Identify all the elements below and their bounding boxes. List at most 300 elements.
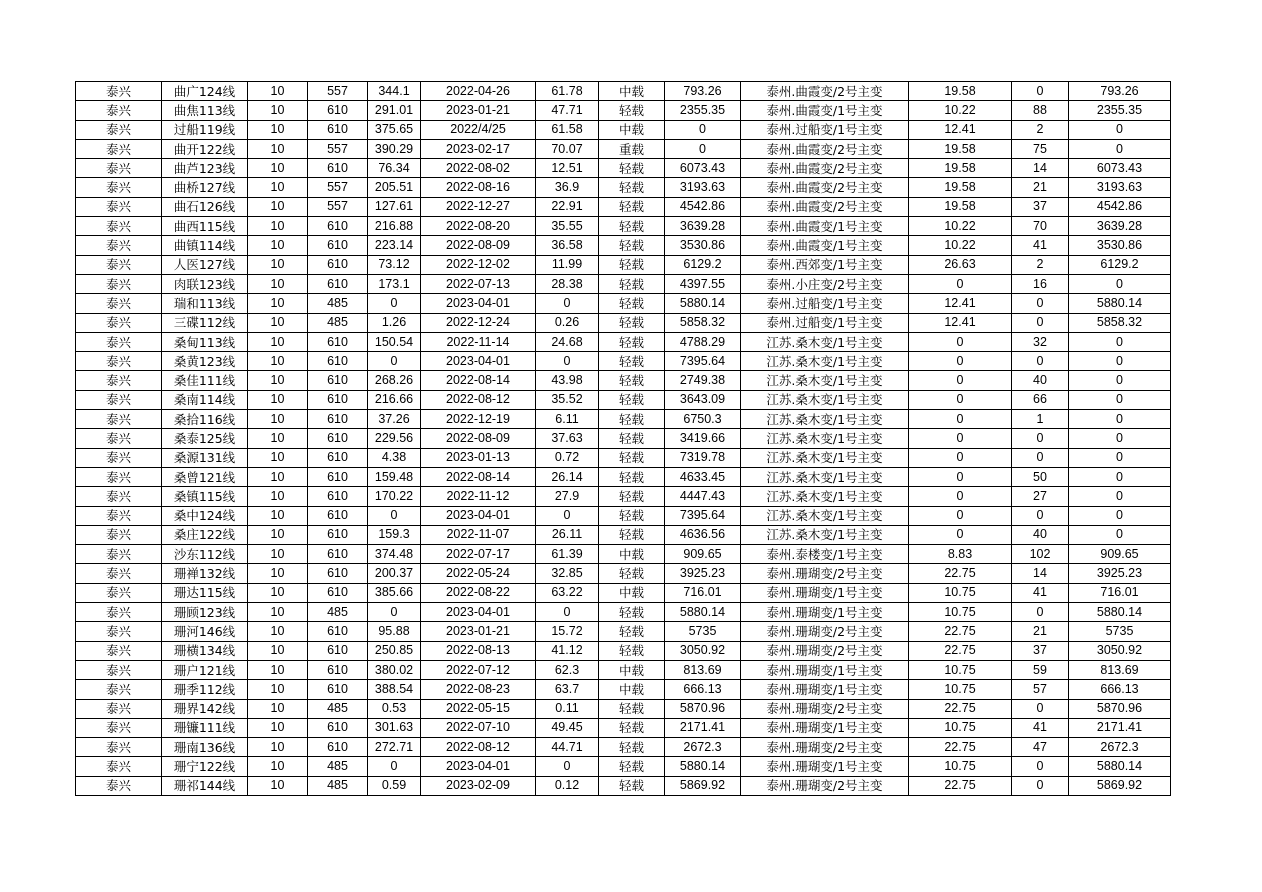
transformer-load-cell: 10.75 (909, 603, 1012, 622)
transformer-cell: 泰州.珊瑚变/1号主变 (741, 680, 909, 699)
transformer-load-cell: 10.75 (909, 583, 1012, 602)
max-load-cell: 159.3 (368, 525, 421, 544)
available-capacity-cell: 5870.96 (665, 699, 741, 718)
transformer-load-cell: 22.75 (909, 641, 1012, 660)
date-cell: 2022-08-09 (421, 236, 536, 255)
capacity-cell: 557 (308, 178, 368, 197)
transformer-load-cell: 10.22 (909, 236, 1012, 255)
table-row (76, 776, 1171, 795)
load-rate-cell: 35.55 (536, 217, 599, 236)
transformer-load-cell: 0 (909, 525, 1012, 544)
line-name-cell: 桑泰125线 (162, 429, 248, 448)
spare-capacity-cell: 5880.14 (1069, 757, 1171, 776)
transformer-cell: 泰州.西郊变/1号主变 (741, 255, 909, 274)
table-row (76, 217, 1171, 236)
voltage-cell: 10 (248, 390, 308, 409)
voltage-cell: 10 (248, 410, 308, 429)
max-load-cell: 374.48 (368, 545, 421, 564)
max-load-cell: 0 (368, 603, 421, 622)
date-cell: 2022-05-24 (421, 564, 536, 583)
user-count-cell: 14 (1012, 159, 1069, 178)
load-rate-cell: 0 (536, 757, 599, 776)
max-load-cell: 95.88 (368, 622, 421, 641)
transformer-load-cell: 10.75 (909, 680, 1012, 699)
date-cell: 2023-04-01 (421, 352, 536, 371)
max-load-cell: 250.85 (368, 641, 421, 660)
available-capacity-cell: 6073.43 (665, 159, 741, 178)
transformer-cell: 泰州.曲霞变/1号主变 (741, 217, 909, 236)
load-status-cell: 轻载 (599, 429, 665, 448)
voltage-cell: 10 (248, 525, 308, 544)
available-capacity-cell: 4447.43 (665, 487, 741, 506)
user-count-cell: 41 (1012, 718, 1069, 737)
load-status-cell: 重载 (599, 139, 665, 158)
line-name-cell: 珊镰111线 (162, 718, 248, 737)
spare-capacity-cell: 5880.14 (1069, 603, 1171, 622)
transformer-load-cell: 19.58 (909, 159, 1012, 178)
transformer-load-cell: 0 (909, 332, 1012, 351)
available-capacity-cell: 6750.3 (665, 410, 741, 429)
available-capacity-cell: 3925.23 (665, 564, 741, 583)
voltage-cell: 10 (248, 583, 308, 602)
available-capacity-cell: 2355.35 (665, 101, 741, 120)
spare-capacity-cell: 3050.92 (1069, 641, 1171, 660)
transformer-load-cell: 22.75 (909, 738, 1012, 757)
county-cell: 泰兴 (76, 294, 162, 313)
available-capacity-cell: 3193.63 (665, 178, 741, 197)
available-capacity-cell: 3639.28 (665, 217, 741, 236)
capacity-cell: 610 (308, 448, 368, 467)
transformer-cell: 江苏.桑木变/1号主变 (741, 410, 909, 429)
spare-capacity-cell: 5880.14 (1069, 294, 1171, 313)
date-cell: 2022-12-24 (421, 313, 536, 332)
load-status-cell: 轻载 (599, 564, 665, 583)
available-capacity-cell: 3530.86 (665, 236, 741, 255)
load-status-cell: 轻载 (599, 332, 665, 351)
voltage-cell: 10 (248, 371, 308, 390)
spare-capacity-cell: 2672.3 (1069, 738, 1171, 757)
line-name-cell: 珊横134线 (162, 641, 248, 660)
user-count-cell: 0 (1012, 699, 1069, 718)
load-status-cell: 轻载 (599, 217, 665, 236)
transformer-cell: 泰州.曲霞变/2号主变 (741, 139, 909, 158)
line-name-cell: 桑南114线 (162, 390, 248, 409)
spare-capacity-cell: 0 (1069, 274, 1171, 293)
line-name-cell: 桑甸113线 (162, 332, 248, 351)
date-cell: 2022-11-14 (421, 332, 536, 351)
county-cell: 泰兴 (76, 448, 162, 467)
load-status-cell: 轻载 (599, 738, 665, 757)
date-cell: 2023-04-01 (421, 603, 536, 622)
capacity-cell: 610 (308, 467, 368, 486)
available-capacity-cell: 4788.29 (665, 332, 741, 351)
date-cell: 2023-01-21 (421, 101, 536, 120)
capacity-cell: 485 (308, 603, 368, 622)
load-status-cell: 轻载 (599, 178, 665, 197)
line-name-cell: 曲西115线 (162, 217, 248, 236)
county-cell: 泰兴 (76, 82, 162, 101)
available-capacity-cell: 7395.64 (665, 506, 741, 525)
county-cell: 泰兴 (76, 583, 162, 602)
load-status-cell: 轻载 (599, 776, 665, 795)
line-name-cell: 曲广124线 (162, 82, 248, 101)
max-load-cell: 223.14 (368, 236, 421, 255)
load-status-cell: 中载 (599, 583, 665, 602)
load-rate-cell: 61.39 (536, 545, 599, 564)
table-row (76, 120, 1171, 139)
load-status-cell: 中载 (599, 82, 665, 101)
load-rate-cell: 61.78 (536, 82, 599, 101)
available-capacity-cell: 2672.3 (665, 738, 741, 757)
max-load-cell: 0 (368, 757, 421, 776)
table-row (76, 139, 1171, 158)
table-row (76, 738, 1171, 757)
table-row (76, 525, 1171, 544)
transformer-cell: 泰州.曲霞变/2号主变 (741, 178, 909, 197)
line-name-cell: 珊顾123线 (162, 603, 248, 622)
load-status-cell: 轻载 (599, 506, 665, 525)
user-count-cell: 57 (1012, 680, 1069, 699)
spare-capacity-cell: 0 (1069, 429, 1171, 448)
transformer-cell: 江苏.桑木变/1号主变 (741, 390, 909, 409)
load-rate-cell: 63.22 (536, 583, 599, 602)
capacity-cell: 610 (308, 583, 368, 602)
max-load-cell: 73.12 (368, 255, 421, 274)
voltage-cell: 10 (248, 660, 308, 679)
available-capacity-cell: 3643.09 (665, 390, 741, 409)
voltage-cell: 10 (248, 82, 308, 101)
max-load-cell: 205.51 (368, 178, 421, 197)
table-row (76, 448, 1171, 467)
date-cell: 2022-11-07 (421, 525, 536, 544)
user-count-cell: 0 (1012, 603, 1069, 622)
capacity-cell: 610 (308, 525, 368, 544)
voltage-cell: 10 (248, 217, 308, 236)
max-load-cell: 173.1 (368, 274, 421, 293)
line-name-cell: 曲石126线 (162, 197, 248, 216)
user-count-cell: 40 (1012, 525, 1069, 544)
line-name-cell: 肉联123线 (162, 274, 248, 293)
available-capacity-cell: 0 (665, 120, 741, 139)
table-row (76, 313, 1171, 332)
user-count-cell: 0 (1012, 82, 1069, 101)
date-cell: 2022-07-13 (421, 274, 536, 293)
load-status-cell: 轻载 (599, 236, 665, 255)
line-name-cell: 曲焦113线 (162, 101, 248, 120)
county-cell: 泰兴 (76, 622, 162, 641)
transformer-cell: 泰州.泰楼变/1号主变 (741, 545, 909, 564)
table-row (76, 294, 1171, 313)
transformer-cell: 泰州.珊瑚变/2号主变 (741, 564, 909, 583)
county-cell: 泰兴 (76, 139, 162, 158)
date-cell: 2022-07-12 (421, 660, 536, 679)
capacity-cell: 610 (308, 390, 368, 409)
load-status-cell: 轻载 (599, 467, 665, 486)
load-rate-cell: 11.99 (536, 255, 599, 274)
load-rate-cell: 61.58 (536, 120, 599, 139)
capacity-cell: 610 (308, 718, 368, 737)
max-load-cell: 301.63 (368, 718, 421, 737)
user-count-cell: 0 (1012, 352, 1069, 371)
capacity-cell: 610 (308, 641, 368, 660)
transformer-cell: 泰州.珊瑚变/2号主变 (741, 776, 909, 795)
transformer-load-cell: 10.75 (909, 660, 1012, 679)
county-cell: 泰兴 (76, 776, 162, 795)
table-row (76, 564, 1171, 583)
transformer-load-cell: 0 (909, 429, 1012, 448)
available-capacity-cell: 5858.32 (665, 313, 741, 332)
date-cell: 2023-01-13 (421, 448, 536, 467)
table-row (76, 352, 1171, 371)
county-cell: 泰兴 (76, 236, 162, 255)
capacity-cell: 485 (308, 776, 368, 795)
load-status-cell: 中载 (599, 545, 665, 564)
load-status-cell: 轻载 (599, 410, 665, 429)
load-status-cell: 轻载 (599, 622, 665, 641)
spare-capacity-cell: 3639.28 (1069, 217, 1171, 236)
user-count-cell: 0 (1012, 506, 1069, 525)
transformer-cell: 泰州.珊瑚变/1号主变 (741, 660, 909, 679)
line-name-cell: 过船119线 (162, 120, 248, 139)
user-count-cell: 21 (1012, 178, 1069, 197)
transformer-load-cell: 0 (909, 487, 1012, 506)
line-name-cell: 桑中124线 (162, 506, 248, 525)
user-count-cell: 0 (1012, 313, 1069, 332)
line-name-cell: 三碟112线 (162, 313, 248, 332)
load-rate-cell: 0 (536, 603, 599, 622)
transformer-load-cell: 12.41 (909, 313, 1012, 332)
county-cell: 泰兴 (76, 487, 162, 506)
date-cell: 2023-04-01 (421, 506, 536, 525)
table-row (76, 641, 1171, 660)
user-count-cell: 0 (1012, 757, 1069, 776)
load-rate-cell: 0 (536, 352, 599, 371)
line-name-cell: 人医127线 (162, 255, 248, 274)
load-rate-cell: 36.58 (536, 236, 599, 255)
available-capacity-cell: 4542.86 (665, 197, 741, 216)
load-status-cell: 轻载 (599, 699, 665, 718)
capacity-cell: 485 (308, 294, 368, 313)
transformer-cell: 泰州.珊瑚变/1号主变 (741, 603, 909, 622)
user-count-cell: 37 (1012, 197, 1069, 216)
line-name-cell: 珊祁144线 (162, 776, 248, 795)
available-capacity-cell: 666.13 (665, 680, 741, 699)
load-status-cell: 轻载 (599, 603, 665, 622)
date-cell: 2023-04-01 (421, 757, 536, 776)
spare-capacity-cell: 2355.35 (1069, 101, 1171, 120)
county-cell: 泰兴 (76, 178, 162, 197)
max-load-cell: 375.65 (368, 120, 421, 139)
capacity-cell: 610 (308, 660, 368, 679)
transformer-load-cell: 26.63 (909, 255, 1012, 274)
load-rate-cell: 37.63 (536, 429, 599, 448)
load-rate-cell: 49.45 (536, 718, 599, 737)
date-cell: 2022-07-17 (421, 545, 536, 564)
line-name-cell: 曲桥127线 (162, 178, 248, 197)
load-status-cell: 轻载 (599, 159, 665, 178)
line-name-cell: 瑞和113线 (162, 294, 248, 313)
load-rate-cell: 24.68 (536, 332, 599, 351)
transformer-cell: 泰州.曲霞变/2号主变 (741, 159, 909, 178)
max-load-cell: 150.54 (368, 332, 421, 351)
available-capacity-cell: 7395.64 (665, 352, 741, 371)
load-status-cell: 轻载 (599, 448, 665, 467)
voltage-cell: 10 (248, 236, 308, 255)
spare-capacity-cell: 716.01 (1069, 583, 1171, 602)
available-capacity-cell: 4636.56 (665, 525, 741, 544)
table-row (76, 757, 1171, 776)
max-load-cell: 291.01 (368, 101, 421, 120)
capacity-cell: 610 (308, 506, 368, 525)
load-status-cell: 轻载 (599, 255, 665, 274)
user-count-cell: 27 (1012, 487, 1069, 506)
table-row (76, 82, 1171, 101)
spare-capacity-cell: 0 (1069, 120, 1171, 139)
date-cell: 2022-08-12 (421, 738, 536, 757)
transformer-cell: 泰州.珊瑚变/1号主变 (741, 757, 909, 776)
transformer-load-cell: 22.75 (909, 776, 1012, 795)
table-row (76, 545, 1171, 564)
available-capacity-cell: 4633.45 (665, 467, 741, 486)
user-count-cell: 70 (1012, 217, 1069, 236)
table-row (76, 101, 1171, 120)
user-count-cell: 59 (1012, 660, 1069, 679)
date-cell: 2022-08-02 (421, 159, 536, 178)
line-name-cell: 桑佳111线 (162, 371, 248, 390)
capacity-cell: 485 (308, 313, 368, 332)
county-cell: 泰兴 (76, 738, 162, 757)
load-status-cell: 轻载 (599, 390, 665, 409)
user-count-cell: 102 (1012, 545, 1069, 564)
user-count-cell: 0 (1012, 448, 1069, 467)
max-load-cell: 268.26 (368, 371, 421, 390)
voltage-cell: 10 (248, 487, 308, 506)
spare-capacity-cell: 5735 (1069, 622, 1171, 641)
line-name-cell: 桑源131线 (162, 448, 248, 467)
voltage-cell: 10 (248, 718, 308, 737)
max-load-cell: 390.29 (368, 139, 421, 158)
max-load-cell: 0 (368, 506, 421, 525)
line-name-cell: 曲镇114线 (162, 236, 248, 255)
capacity-cell: 557 (308, 82, 368, 101)
max-load-cell: 0.53 (368, 699, 421, 718)
available-capacity-cell: 7319.78 (665, 448, 741, 467)
transformer-load-cell: 19.58 (909, 178, 1012, 197)
table-body (76, 82, 1171, 796)
load-rate-cell: 0 (536, 294, 599, 313)
date-cell: 2023-02-09 (421, 776, 536, 795)
date-cell: 2022-04-26 (421, 82, 536, 101)
table-row (76, 429, 1171, 448)
transformer-load-cell: 22.75 (909, 564, 1012, 583)
spare-capacity-cell: 793.26 (1069, 82, 1171, 101)
load-rate-cell: 0.11 (536, 699, 599, 718)
max-load-cell: 4.38 (368, 448, 421, 467)
max-load-cell: 159.48 (368, 467, 421, 486)
table-row (76, 506, 1171, 525)
date-cell: 2022-08-20 (421, 217, 536, 236)
table-row (76, 390, 1171, 409)
user-count-cell: 14 (1012, 564, 1069, 583)
transformer-load-cell: 10.22 (909, 217, 1012, 236)
voltage-cell: 10 (248, 506, 308, 525)
date-cell: 2022/4/25 (421, 120, 536, 139)
load-rate-cell: 27.9 (536, 487, 599, 506)
load-status-cell: 中载 (599, 680, 665, 699)
county-cell: 泰兴 (76, 603, 162, 622)
load-rate-cell: 28.38 (536, 274, 599, 293)
load-rate-cell: 0.72 (536, 448, 599, 467)
spare-capacity-cell: 0 (1069, 371, 1171, 390)
table-row (76, 178, 1171, 197)
load-rate-cell: 44.71 (536, 738, 599, 757)
date-cell: 2022-11-12 (421, 487, 536, 506)
transformer-cell: 江苏.桑木变/1号主变 (741, 352, 909, 371)
load-status-cell: 轻载 (599, 487, 665, 506)
county-cell: 泰兴 (76, 680, 162, 699)
spare-capacity-cell: 0 (1069, 448, 1171, 467)
voltage-cell: 10 (248, 699, 308, 718)
table-row (76, 197, 1171, 216)
table-row (76, 660, 1171, 679)
transformer-cell: 江苏.桑木变/1号主变 (741, 525, 909, 544)
spare-capacity-cell: 909.65 (1069, 545, 1171, 564)
county-cell: 泰兴 (76, 313, 162, 332)
load-rate-cell: 35.52 (536, 390, 599, 409)
table-row (76, 274, 1171, 293)
available-capacity-cell: 813.69 (665, 660, 741, 679)
max-load-cell: 170.22 (368, 487, 421, 506)
available-capacity-cell: 5880.14 (665, 603, 741, 622)
transformer-load-cell: 19.58 (909, 139, 1012, 158)
user-count-cell: 0 (1012, 294, 1069, 313)
table-row (76, 236, 1171, 255)
county-cell: 泰兴 (76, 390, 162, 409)
county-cell: 泰兴 (76, 410, 162, 429)
capacity-cell: 610 (308, 371, 368, 390)
user-count-cell: 21 (1012, 622, 1069, 641)
transformer-load-cell: 22.75 (909, 699, 1012, 718)
capacity-cell: 610 (308, 159, 368, 178)
load-rate-cell: 43.98 (536, 371, 599, 390)
load-rate-cell: 0.26 (536, 313, 599, 332)
date-cell: 2022-08-16 (421, 178, 536, 197)
county-cell: 泰兴 (76, 197, 162, 216)
county-cell: 泰兴 (76, 641, 162, 660)
line-name-cell: 珊季112线 (162, 680, 248, 699)
line-name-cell: 桑拾116线 (162, 410, 248, 429)
date-cell: 2022-08-23 (421, 680, 536, 699)
load-rate-cell: 6.11 (536, 410, 599, 429)
load-rate-cell: 32.85 (536, 564, 599, 583)
load-status-cell: 轻载 (599, 757, 665, 776)
spare-capacity-cell: 3925.23 (1069, 564, 1171, 583)
transformer-cell: 泰州.曲霞变/2号主变 (741, 197, 909, 216)
line-name-cell: 珊界142线 (162, 699, 248, 718)
table-row (76, 410, 1171, 429)
spare-capacity-cell: 0 (1069, 525, 1171, 544)
capacity-cell: 610 (308, 738, 368, 757)
date-cell: 2023-04-01 (421, 294, 536, 313)
transformer-cell: 江苏.桑木变/1号主变 (741, 467, 909, 486)
spare-capacity-cell: 6073.43 (1069, 159, 1171, 178)
available-capacity-cell: 2171.41 (665, 718, 741, 737)
user-count-cell: 2 (1012, 120, 1069, 139)
load-status-cell: 轻载 (599, 352, 665, 371)
voltage-cell: 10 (248, 332, 308, 351)
load-status-cell: 轻载 (599, 525, 665, 544)
county-cell: 泰兴 (76, 757, 162, 776)
